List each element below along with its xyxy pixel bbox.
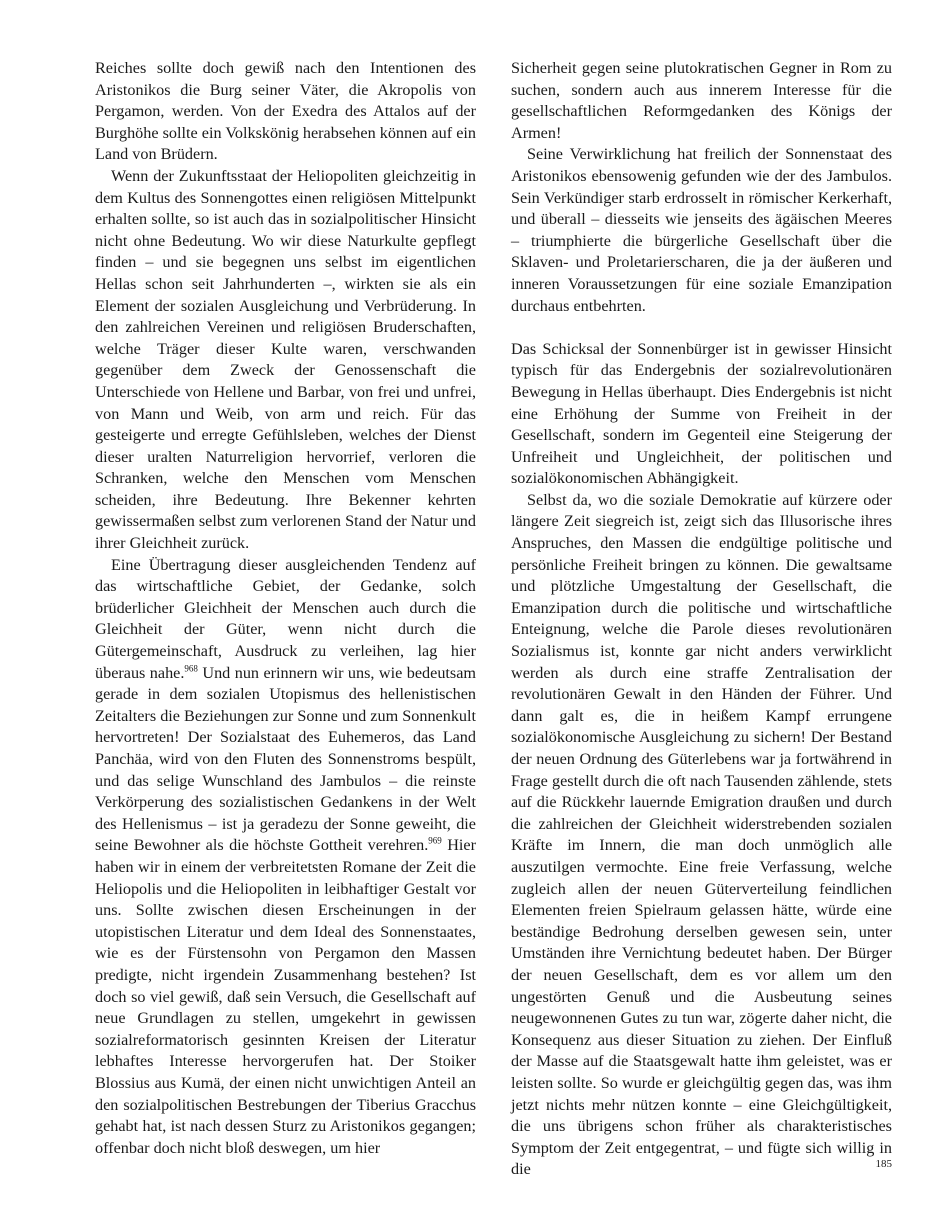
paragraph: Reiches sollte doch gewiß nach den Intentionen des Aristonikos die Burg seiner Väter, die Akropolis von Pergamon, werden. Von der Exedra des Attalos auf der Burghöhe sollte ein Volkskönig herabsehen können auf ein Land von Brüdern. bbox=[95, 59, 476, 164]
paragraph-text: Eine Übertragung dieser ausgleichenden Tendenz auf das wirtschaftliche Gebiet, der Gedanke, solch brüderlicher Gleichheit der Menschen auch durch die Gleichheit der Güter, wenn nicht durch die Gütergemeinschaft, Ausdruck zu verleihen, lag hier überaus nahe. bbox=[95, 555, 476, 682]
paragraph bbox=[95, 555, 476, 1160]
paragraph: Seine Verwirklichung hat freilich der Sonnenstaat des Aristonikos ebensowenig gefunden wie der des Jambulos. Sein Verkündiger starb erdrosselt in römischer Kerkerhaft, und überall – diesseits wie jenseits des ägäischen Meeres – triumphierte die bürgerliche Gesellschaft über die Sklaven- und Proletarierscharen, die ja der äußeren und inneren Voraussetzungen für eine soziale Emanzipation durchaus entbehrten. bbox=[511, 145, 892, 315]
paragraph-text: Hier haben wir in einem der verbreitetsten Romane der Zeit die Heliopolis und die Heliopoliten in leibhaftiger Gestalt vor uns. Sollte zwischen diesen Erscheinungen in der utopistischen Literatur und dem Ideal des Sonnenstaates, wie es der Fürstensohn von Pergamon den Massen predigte, nicht irgendein Zusammenhang bestehen? Ist doch so viel gewiß, daß sein Versuch, die Gesellschaft auf neue Grundlagen zu stellen, umgekehrt in gewissen sozialreformatorisch gesinnten Kreisen der Literatur lebhaftes Interesse hervorgerufen hat. Der Stoiker Blossius aus Kumä, der einen nicht unwichtigen Anteil an den sozialpolitischen Bestrebungen der Tiberius Gracchus gehabt hat, ist nach dessen Sturz zu Aristonikos gegangen; offenbar doch nicht bloß deswegen, um hier bbox=[95, 836, 476, 1157]
paragraph: Selbst da, wo die soziale Demokratie auf kürzere oder längere Zeit siegreich ist, zeigt sich das Illusorische ihres Anspruches, den Massen die endgültige politische und persönliche Freiheit bringen zu können. Die gewaltsame und plötzliche Umgestaltung der Gesellschaft, die Emanzipation durch die politische und wirtschaftliche Enteignung, welche die Parole dieses revolutionären Sozialismus ist, konnte gar nicht anders verwirklicht werden als durch eine straffe Zentralisation der revolutionären Gewalt in den Händen der Führer. Und dann galt es, die in heißem Kampf errungene sozialökonomische Ausgleichung zu sichern! Der Bestand der neuen Ordnung des Güterlebens war ja fortwährend in Frage gestellt durch die oft nach Tausenden zählende, stets auf die Rückkehr lauernde Emigration draußen und durch die zahlreichen der Gleichheit widerstrebenden sozialen Kräfte im Innern, die man doch unmöglich alle auszutilgen vermochte. Eine freie Verfassung, welche zugleich allen der neuen Güterverteilung feindlichen Elementen freien Spielraum gelassen hätte, würde eine beständige Bedrohung derselben gewesen sein, unter Umständen ihre Vernichtung bedeutet haben. Der Bürger der neuen Gesellschaft, dem es vor allem um den ungestörten Genuß und die Ausbeutung seines neugewonnenen Gutes zu tun war, zögerte daher nicht, die Konsequenz aus dieser Situation zu ziehen. Der Einfluß der Masse auf die Staatsgewalt hatte ihm geleistet, was er leisten sollte. So wurde er gleichgültig gegen das, was ihm jetzt nichts mehr nützen konnte – eine Gleichgültigkeit, die uns übrigens schon früher als charakteristisches Symptom der Zeit entgegentrat, – und fügte sich willig in die bbox=[511, 490, 892, 1179]
paragraph-text: Und nun erinnern wir uns, wie bedeutsam gerade in dem sozialen Utopismus des hellenistischen Zeitalters die Beziehungen zur Sonne und zum Sonnenkult hervortreten! Der Sozialstaat des Euhemeros, das Land Panchäa, wird von den Fluten des Sonnenstroms bespült, und das selige Wunschland des Jambulos – die reinste Verkörperung des sozialistischen Gedankens in der Welt des Hellenismus – ist ja geradezu der Sonne geweiht, die seine Bewohner als die höchste Gottheit verehren. bbox=[95, 663, 476, 855]
footnote-ref: 968 bbox=[184, 663, 198, 674]
paragraph: Sicherheit gegen seine plutokratischen Gegner in Rom zu suchen, sondern auch aus innerem Interesse für die gesellschaftlichen Reformgedanken des Königs der Armen! bbox=[511, 59, 892, 142]
paragraph: Das Schicksal der Sonnenbürger ist in gewisser Hinsicht typisch für das Endergebnis der sozialrevolutionären Bewegung in Hellas überhaupt. Dies Endergebnis ist nicht eine Erhöhung der Summe von Freiheit in der Gesellschaft, sondern im Gegenteil eine Steigerung der Unfreiheit und Ungleichheit, der politischen und sozialökonomischen Abhängigkeit. bbox=[511, 339, 892, 488]
right-column bbox=[511, 58, 892, 1181]
page-number: 185 bbox=[875, 1158, 892, 1170]
left-column bbox=[95, 58, 476, 1159]
footnote-ref: 969 bbox=[428, 835, 442, 846]
paragraph: Wenn der Zukunftsstaat der Heliopoliten gleichzeitig in dem Kultus des Sonnengottes einen religiösen Mittelpunkt erhalten sollte, so ist auch das in sozialpolitischer Hinsicht nicht ohne Bedeutung. Wo wir diese Naturkulte gepflegt finden – und sie begegnen uns selbst im eigentlichen Hellas schon seit Jahrhunderten –, wirkten sie als ein Element der sozialen Ausgleichung und Verbrüderung. In den zahlreichen Vereinen und religiösen Bruderschaften, welche Träger dieser Kulte waren, verschwanden gegenüber dem Zweck der Genossenschaft die Unterschiede von Hellene und Barbar, von frei und unfrei, von Mann und Weib, von arm und reich. Für das gesteigerte und erregte Gefühlsleben, welches der Dienst dieser uralten Naturreligion hervorrief, verloren die Schranken, welche den Menschen vom Menschen scheiden, ihre Bedeutung. Ihre Bekenner kehrten gewissermaßen selbst zum verlorenen Stand der Natur und ihrer Gleichheit zurück. bbox=[95, 166, 476, 553]
